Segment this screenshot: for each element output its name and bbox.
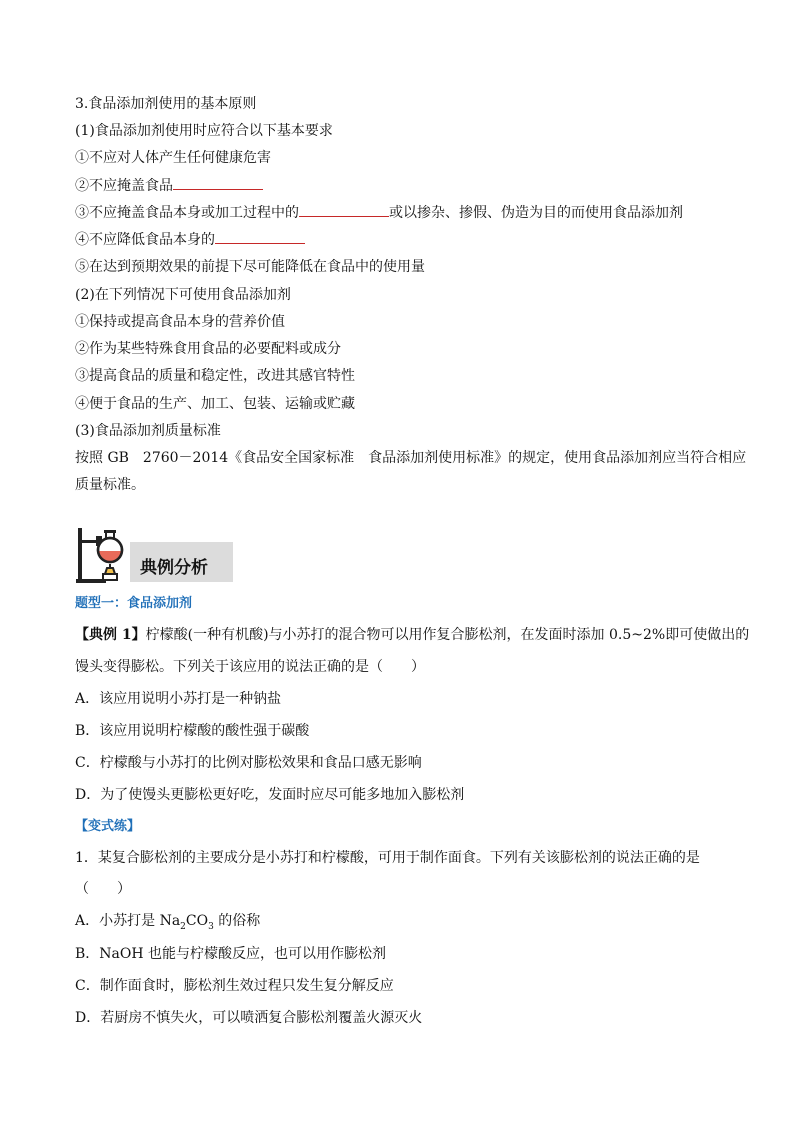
example-question-line-1: 【典例 1】柠檬酸(一种有机酸)与小苏打的混合物可以用作复合膨松剂，在发面时添加 0.5~2%即可使做出的 xyxy=(75,627,750,643)
section-title: 3.食品添加剂使用的基本原则 xyxy=(75,96,257,112)
usage-2: ②作为某些特殊食用食品的必要配料或成分 xyxy=(75,341,341,357)
requirement-5: ⑤在达到预期效果的前提下尽可能降低在食品中的使用量 xyxy=(75,259,425,275)
requirement-2: ②不应掩盖食品 xyxy=(75,176,263,196)
requirement-3: ③不应掩盖食品本身或加工过程中的 或以掺杂、掺假、伪造为目的而使用食品添加剂 xyxy=(75,205,683,221)
usage-heading: (2)在下列情况下可使用食品添加剂 xyxy=(75,287,291,303)
quality-text-2: 质量标准。 xyxy=(75,477,145,493)
example-question-line-2: 馒头变得膨松。下列关于该应用的说法正确的是（ ） xyxy=(75,659,425,675)
fill-blank[interactable] xyxy=(299,203,389,217)
quality-text-1: 按照 GB 2760－2014《食品安全国家标准 食品添加剂使用标准》的规定，使用食品添加剂应当符合相应 xyxy=(75,450,747,466)
example-option-c: C．柠檬酸与小苏打的比例对膨松效果和食品口感无影响 xyxy=(75,755,422,771)
usage-4: ④便于食品的生产、加工、包装、运输或贮藏 xyxy=(75,396,355,412)
banner-title: 典例分析 xyxy=(140,558,208,578)
example-option-a: A．该应用说明小苏打是一种钠盐 xyxy=(75,691,282,707)
variant-option-d: D．若厨房不慎失火，可以喷洒复合膨松剂覆盖火源灭火 xyxy=(75,1010,423,1026)
usage-3: ③提高食品的质量和稳定性，改进其感官特性 xyxy=(75,368,355,384)
variant-heading: 【变式练】 xyxy=(75,819,141,834)
example-option-d: D．为了使馒头更膨松更好吃，发面时应尽可能多地加入膨松剂 xyxy=(75,787,465,803)
usage-1: ①保持或提高食品本身的营养价值 xyxy=(75,314,285,330)
requirements-heading: (1)食品添加剂使用时应符合以下基本要求 xyxy=(75,123,333,139)
fill-blank[interactable] xyxy=(215,230,305,244)
lab-flask-stand-icon xyxy=(75,526,131,584)
variant-option-c: C．制作面食时，膨松剂生效过程只发生复分解反应 xyxy=(75,978,394,994)
example-tag: 【典例 1】 xyxy=(75,627,146,643)
variant-option-b: B．NaOH 也能与柠檬酸反应，也可以用作膨松剂 xyxy=(75,946,387,962)
example-option-b: B．该应用说明柠檬酸的酸性强于碳酸 xyxy=(75,723,310,739)
variant-question-line-1: 1．某复合膨松剂的主要成分是小苏打和柠檬酸，可用于制作面食。下列有关该膨松剂的说法正确的是 xyxy=(75,850,700,866)
quality-heading: (3)食品添加剂质量标准 xyxy=(75,423,221,439)
variant-option-a: A．小苏打是 $Na_2CO_3$ 的俗称 xyxy=(75,913,261,932)
requirement-1: ①不应对人体产生任何健康危害 xyxy=(75,150,271,166)
variant-question-line-2: （ ） xyxy=(75,881,131,897)
question-type-heading: 题型一：食品添加剂 xyxy=(75,596,193,611)
requirement-4: ④不应降低食品本身的 xyxy=(75,230,305,250)
fill-blank[interactable] xyxy=(173,176,263,190)
